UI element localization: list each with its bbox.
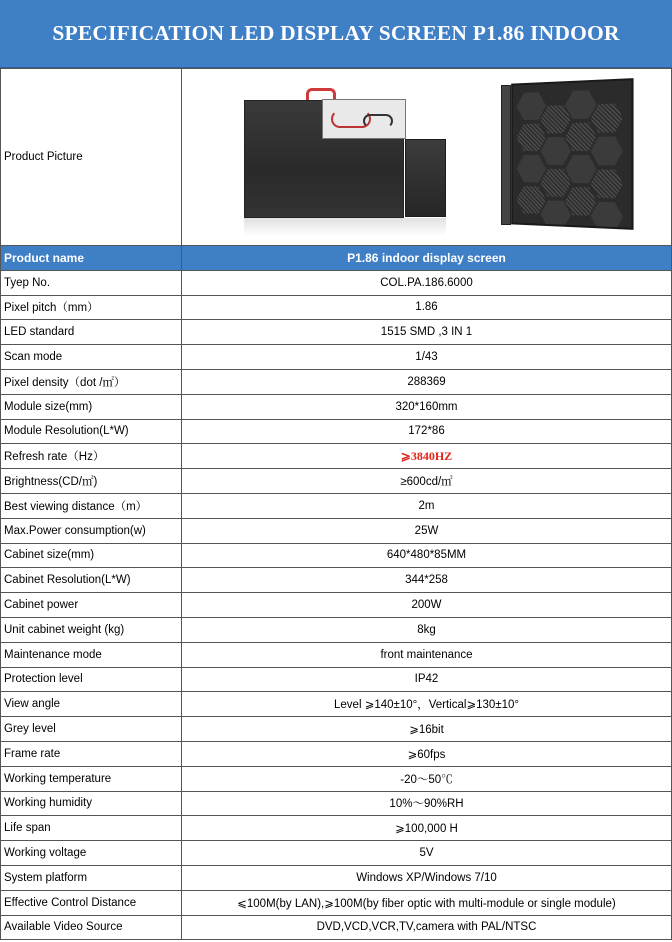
product-picture-row	[1, 69, 672, 246]
spec-label: Cabinet Resolution(L*W)	[1, 568, 182, 593]
spec-value: ⩾100,000 H	[182, 816, 672, 841]
spec-label: Protection level	[1, 667, 182, 692]
spec-value: 320*160mm	[182, 394, 672, 419]
table-row	[1, 444, 672, 469]
table-row	[1, 345, 672, 370]
table-row	[1, 642, 672, 667]
spec-label: Brightness(CD/㎡)	[1, 469, 182, 494]
spec-value: ⩽100M(by LAN),⩾100M(by fiber optic with multi-module or single module)	[182, 890, 672, 915]
spec-value: 640*480*85MM	[182, 543, 672, 568]
spec-label: Cabinet size(mm)	[1, 543, 182, 568]
spec-value: 1.86	[182, 295, 672, 320]
table-row	[1, 593, 672, 618]
table-row	[1, 394, 672, 419]
product-picture-cell	[182, 69, 672, 246]
table-row	[1, 518, 672, 543]
product-name-label: Product name	[1, 246, 182, 271]
spec-value: 25W	[182, 518, 672, 543]
spec-label: Available Video Source	[1, 915, 182, 940]
table-row	[1, 469, 672, 494]
spec-value: 1/43	[182, 345, 672, 370]
spec-label: Working voltage	[1, 841, 182, 866]
table-row	[1, 766, 672, 791]
table-row	[1, 741, 672, 766]
spec-label: Refresh rate（Hz）	[1, 444, 182, 469]
spec-value: 200W	[182, 593, 672, 618]
table-row	[1, 717, 672, 742]
table-row	[1, 692, 672, 717]
floor-reflection	[244, 218, 446, 236]
spec-value: IP42	[182, 667, 672, 692]
spec-value: ⩾16bit	[182, 717, 672, 742]
table-row	[1, 270, 672, 295]
title-bar	[0, 0, 672, 68]
spec-label: Max.Power consumption(w)	[1, 518, 182, 543]
spec-label: Module size(mm)	[1, 394, 182, 419]
spec-label: Module Resolution(L*W)	[1, 419, 182, 444]
spec-value: front maintenance	[182, 642, 672, 667]
table-row	[1, 617, 672, 642]
spec-label: Scan mode	[1, 345, 182, 370]
table-row	[1, 320, 672, 345]
spec-value: 1515 SMD ,3 IN 1	[182, 320, 672, 345]
table-row	[1, 493, 672, 518]
table-row	[1, 543, 672, 568]
cabinet-open-area	[322, 99, 406, 139]
spec-value: ⩾60fps	[182, 741, 672, 766]
table-row	[1, 841, 672, 866]
spec-label: Effective Control Distance	[1, 890, 182, 915]
spec-label: Best viewing distance（m）	[1, 493, 182, 518]
spec-value: Windows XP/Windows 7/10	[182, 865, 672, 890]
table-row	[1, 369, 672, 394]
spec-value: COL.PA.186.6000	[182, 270, 672, 295]
spec-value: 8kg	[182, 617, 672, 642]
table-row	[1, 865, 672, 890]
table-row	[1, 915, 672, 940]
spec-value: 288369	[182, 369, 672, 394]
spec-value: ≥600cd/㎡	[182, 469, 672, 494]
spec-value: 2m	[182, 493, 672, 518]
spec-table	[0, 68, 672, 940]
spec-label: System platform	[1, 865, 182, 890]
spec-value: 10%～90%RH	[182, 791, 672, 816]
table-row	[1, 667, 672, 692]
spec-label: Tyep No.	[1, 270, 182, 295]
spec-value-highlight	[182, 444, 672, 469]
cabinet-rear-panel	[511, 78, 633, 230]
spec-label: LED standard	[1, 320, 182, 345]
module-panel	[405, 139, 446, 217]
spec-value: 5V	[182, 841, 672, 866]
spec-label: Unit cabinet weight (kg)	[1, 617, 182, 642]
page-title: SPECIFICATION LED DISPLAY SCREEN P1.86 INDOOR	[52, 21, 620, 45]
table-row	[1, 816, 672, 841]
spec-label: Pixel density（dot /㎡）	[1, 369, 182, 394]
spec-label: Maintenance mode	[1, 642, 182, 667]
product-name-row	[1, 246, 672, 271]
spec-value: -20～50℃	[182, 766, 672, 791]
product-picture-label: Product Picture	[1, 69, 182, 246]
table-row	[1, 890, 672, 915]
table-row	[1, 568, 672, 593]
product-name-value: P1.86 indoor display screen	[182, 246, 672, 271]
spec-value: DVD,VCD,VCR,TV,camera with PAL/NTSC	[182, 915, 672, 940]
spec-label: Life span	[1, 816, 182, 841]
spec-value: 344*258	[182, 568, 672, 593]
spec-value: Level ⩾140±10°，Vertical⩾130±10°	[182, 692, 672, 717]
highlight-text: ⩾3840HZ	[400, 448, 453, 463]
spec-label: View angle	[1, 692, 182, 717]
spec-label: Frame rate	[1, 741, 182, 766]
spec-label: Working temperature	[1, 766, 182, 791]
table-row	[1, 419, 672, 444]
table-row	[1, 295, 672, 320]
spec-label: Grey level	[1, 717, 182, 742]
spec-label: Pixel pitch（mm）	[1, 295, 182, 320]
cabinet-rear-side	[501, 85, 511, 225]
spec-value: 172*86	[182, 419, 672, 444]
table-row	[1, 791, 672, 816]
spec-label: Working humidity	[1, 791, 182, 816]
spec-label: Cabinet power	[1, 593, 182, 618]
